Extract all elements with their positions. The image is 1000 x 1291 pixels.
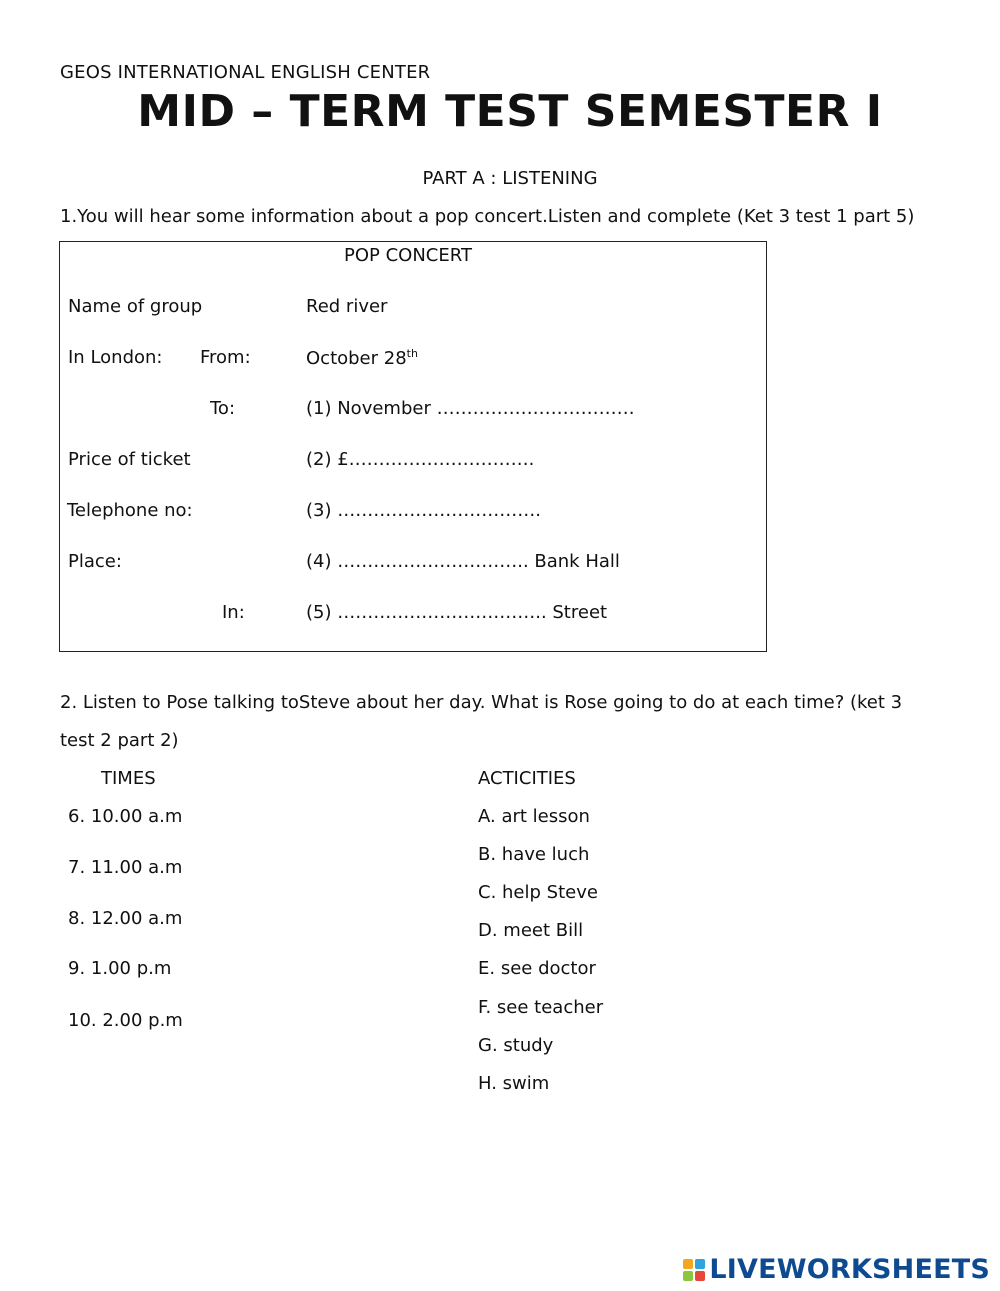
answer-5-line[interactable]: (5) …………………………….. Street [306,602,608,623]
activity-item: B. have luch [478,844,590,865]
activity-item: C. help Steve [478,882,598,903]
question-2-prompt: 2. Listen to Pose talking toSteve about her day. What is Rose going to do at each time? (ket 3 [60,692,903,713]
activities-header: ACTICITIES [478,768,576,789]
activity-item: H. swim [478,1073,550,1094]
time-item[interactable]: 7. 11.00 a.m [68,857,183,878]
group-value: Red river [306,296,388,317]
liveworksheets-icon [683,1259,705,1281]
time-item[interactable]: 6. 10.00 a.m [68,806,183,827]
from-value: October 28th [306,347,418,369]
london-label: In London: [68,347,163,368]
liveworksheets-logo[interactable] [683,1254,990,1285]
page-title: MID – TERM TEST SEMESTER I [137,86,883,137]
times-header: TIMES [101,768,156,789]
activity-item: A. art lesson [478,806,590,827]
activity-item: F. see teacher [478,997,604,1018]
time-item[interactable]: 8. 12.00 a.m [68,908,183,929]
from-label: From: [200,347,251,368]
time-item[interactable]: 9. 1.00 p.m [68,958,172,979]
answer-2-line[interactable]: (2) £…………………………. [306,449,535,470]
brand-text: LIVEWORKSHEETS [709,1254,990,1285]
answer-3-line[interactable]: (3) ……………………………. [306,500,541,521]
time-item[interactable]: 10. 2.00 p.m [68,1010,183,1031]
question-2-prompt-cont: test 2 part 2) [60,730,179,751]
activity-item: G. study [478,1035,554,1056]
activity-item: E. see doctor [478,958,596,979]
part-heading: PART A : LISTENING [422,168,598,189]
to-label: To: [210,398,236,419]
price-label: Price of ticket [68,449,191,470]
school-name: GEOS INTERNATIONAL ENGLISH CENTER [60,62,431,83]
answer-4-line[interactable]: (4) ………………………….. Bank Hall [306,551,620,572]
phone-label: Telephone no: [67,500,193,521]
in-label: In: [222,602,245,623]
place-label: Place: [68,551,122,572]
activity-item: D. meet Bill [478,920,584,941]
group-label: Name of group [68,296,203,317]
answer-1-line[interactable]: (1) November …………………………… [306,398,635,419]
question-1-prompt: 1.You will hear some information about a pop concert.Listen and complete (Ket 3 test 1 part 5) [60,206,915,227]
box-title: POP CONCERT [344,245,472,266]
pop-concert-box [59,241,767,652]
